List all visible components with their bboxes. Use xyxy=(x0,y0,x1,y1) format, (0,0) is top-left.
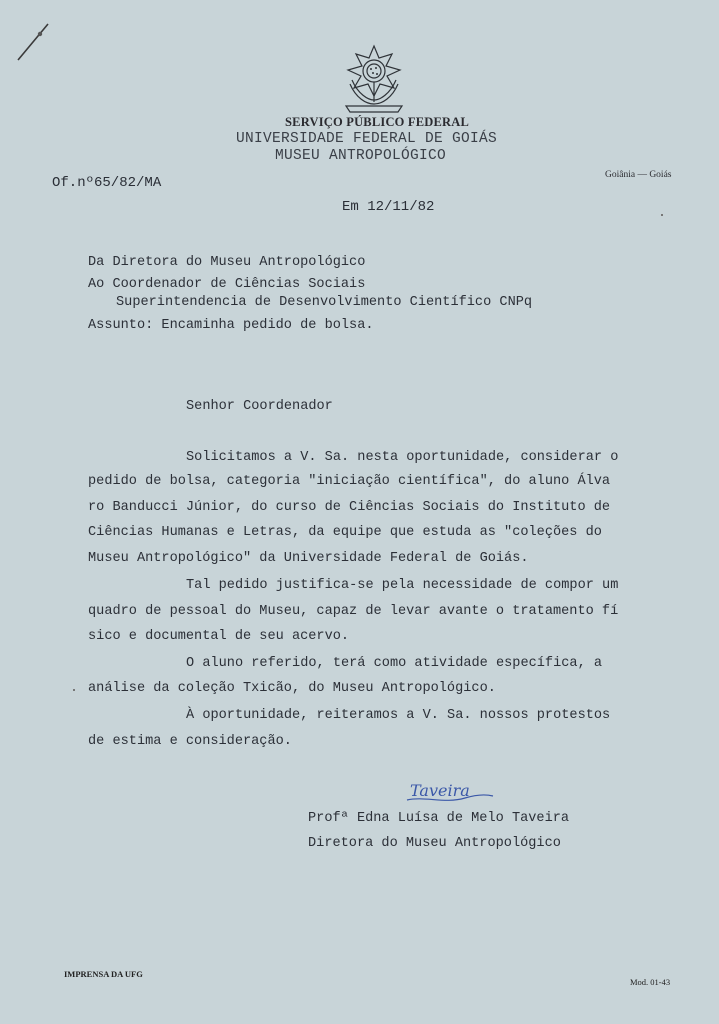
handwritten-signature: Taveira xyxy=(410,781,470,800)
letter-date: Em 12/11/82 xyxy=(342,199,435,215)
signatory-title: Diretora do Museu Antropológico xyxy=(308,836,561,851)
body-line: O aluno referido, terá como atividade específica, a xyxy=(186,656,603,671)
body-line: Museu Antropológico" da Universidade Federal de Goiás. xyxy=(88,551,529,566)
header-museum: MUSEU ANTROPOLÓGICO xyxy=(275,148,447,164)
body-line: ro Banducci Júnior, do curso de Ciências Sociais do Instituto de xyxy=(88,500,611,515)
subject-line: Assunto: Encaminha pedido de bolsa. xyxy=(88,318,374,333)
body-line: quadro de pessoal do Museu, capaz de levar avante o tratamento fí xyxy=(88,604,619,619)
address-to-line2: Superintendencia de Desenvolvimento Científico CNPq xyxy=(116,295,533,310)
pen-mark xyxy=(12,20,52,64)
coat-of-arms-icon xyxy=(342,44,406,114)
reference-number: Of.nº65/82/MA xyxy=(52,175,162,191)
body-line: Solicitamos a V. Sa. nesta oportunidade, considerar o xyxy=(186,450,619,465)
address-from: Da Diretora do Museu Antropológico xyxy=(88,255,366,270)
body-line: pedido de bolsa, categoria "iniciação científica", do aluno Álva xyxy=(88,474,611,489)
header-service: SERVIÇO PÚBLICO FEDERAL xyxy=(285,115,470,129)
signature-flourish xyxy=(405,786,495,806)
footer-printer: IMPRENSA DA UFG xyxy=(64,969,143,979)
signatory-name: Profª Edna Luísa de Melo Taveira xyxy=(308,811,570,826)
body-line: de estima e consideração. xyxy=(88,734,292,749)
body-line: Tal pedido justifica-se pela necessidade de compor um xyxy=(186,578,619,593)
address-to: Ao Coordenador de Ciências Sociais xyxy=(88,277,366,292)
body-line: análise da coleção Txicão, do Museu Antropológico. xyxy=(88,681,496,696)
paper-speck xyxy=(661,214,663,216)
body-line: sico e documental de seu acervo. xyxy=(88,629,350,644)
header-university: UNIVERSIDADE FEDERAL DE GOIÁS xyxy=(236,131,498,147)
body-line: Ciências Humanas e Letras, da equipe que estuda as "coleções do xyxy=(88,525,602,540)
paper-speck xyxy=(73,689,75,691)
header-city: Goiânia — Goiás xyxy=(605,170,672,180)
body-line: À oportunidade, reiteramos a V. Sa. nossos protestos xyxy=(186,708,611,723)
salutation: Senhor Coordenador xyxy=(186,399,333,414)
footer-form-code: Mod. 01-43 xyxy=(630,977,671,987)
